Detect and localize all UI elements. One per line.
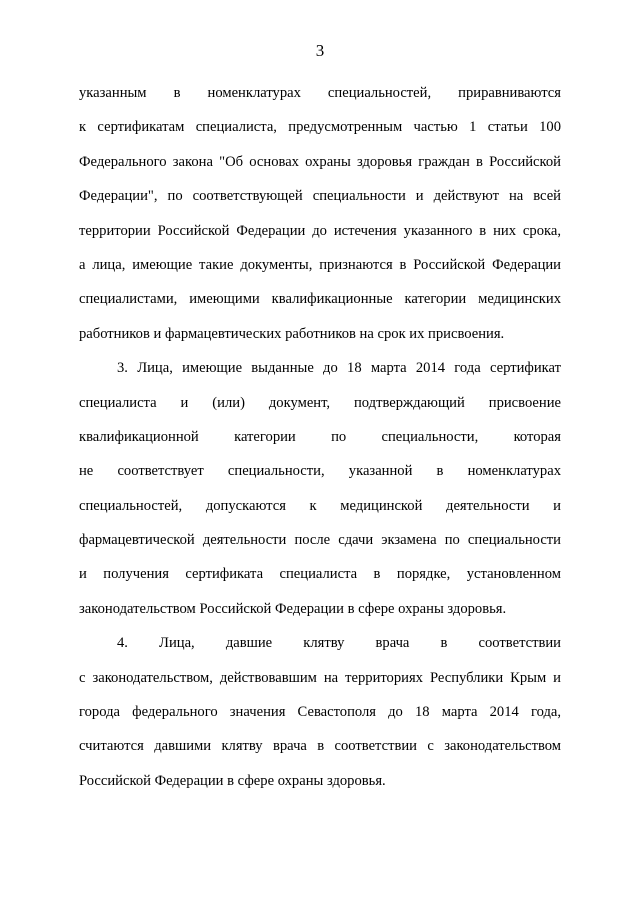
- text-line: к сертификатам специалиста, предусмотренным частью 1 статьи 100: [79, 119, 561, 136]
- paragraph-item-4: [79, 626, 561, 798]
- text-line: Российской Федерации в сфере охраны здоровья.: [79, 772, 386, 789]
- text-line: фармацевтической деятельности после сдачи экзамена по специальности: [79, 532, 561, 549]
- text-line: не соответствует специальности, указанной в номенклатурах: [79, 463, 561, 480]
- text-line: территории Российской Федерации до истечения указанного в них срока,: [79, 222, 561, 239]
- paragraph-continuation: [79, 76, 561, 351]
- text-line: специалиста и (или) документ, подтверждающий присвоение: [79, 394, 561, 411]
- text-line: работников и фармацевтических работников на срок их присвоения.: [79, 325, 505, 342]
- text-line: а лица, имеющие такие документы, признаются в Российской Федерации: [79, 256, 561, 273]
- text-line: специальностей, допускаются к медицинской деятельности и: [79, 497, 561, 514]
- text-line: и получения сертификата специалиста в порядке, установленном: [79, 566, 561, 583]
- text-line: указанным в номенклатурах специальностей, приравниваются: [79, 85, 561, 101]
- text-line: с законодательством, действовавшим на территориях Республики Крым и: [79, 669, 561, 686]
- text-line: квалификационной категории по специальности, которая: [79, 428, 561, 445]
- document-body: [79, 76, 561, 798]
- text-line: специалистами, имеющими квалификационные категории медицинских: [79, 291, 561, 308]
- paragraph-item-3: [79, 351, 561, 626]
- text-line: Федерации", по соответствующей специальности и действуют на всей: [79, 188, 561, 205]
- text-line: 4. Лица, давшие клятву врача в соответствии: [117, 635, 561, 652]
- page-number: 3: [315, 41, 325, 60]
- text-line: города федерального значения Севастополя до 18 марта 2014 года,: [79, 704, 561, 721]
- text-line: 3. Лица, имеющие выданные до 18 марта 2014 года сертификат: [117, 360, 561, 377]
- text-line: законодательством Российской Федерации в сфере охраны здоровья.: [79, 600, 507, 617]
- text-line: считаются давшими клятву врача в соответствии с законодательством: [79, 738, 561, 755]
- text-line: Федерального закона "Об основах охраны здоровья граждан в Российской: [79, 153, 561, 170]
